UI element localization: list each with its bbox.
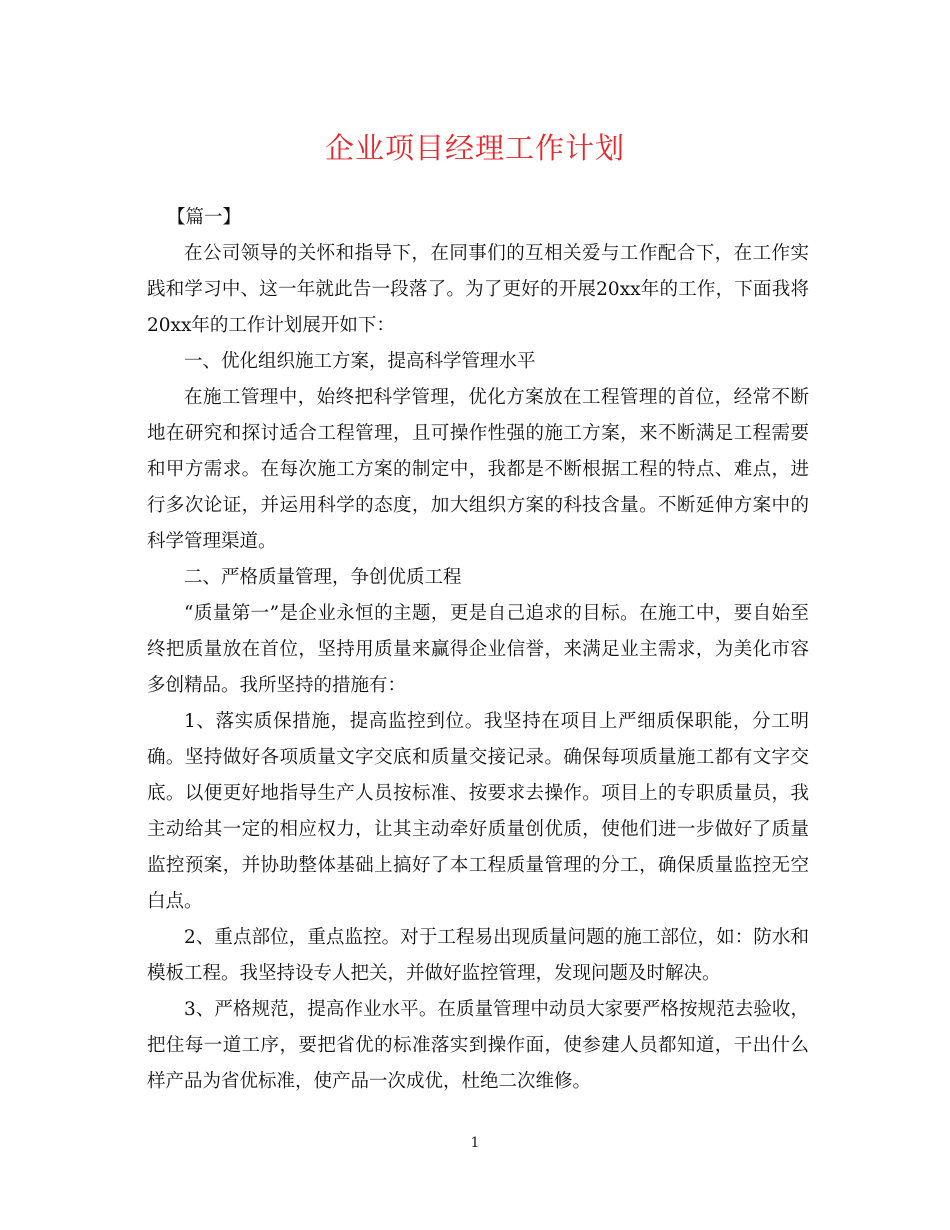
- document-body: [147, 200, 809, 1100]
- paragraph-section-2: “质量第一”是企业永恒的主题，更是自己追求的目标。在施工中，要自始至终把质量放在首位，坚持用质量来赢得企业信誉，来满足业主需求，为美化市容多创精品。我所坚持的措施有：: [147, 603, 809, 696]
- paragraph-measure-3: 3、严格规范，提高作业水平。在质量管理中动员大家要严格按规范去验收，把住每一道工序，要把省优的标准落实到操作面，使参建人员都知道，干出什么样产品为省优标准，使产品一次成优，杜绝二次维修。: [147, 999, 809, 1092]
- heading-section-2: 二、严格质量管理，争创优质工程: [184, 567, 462, 588]
- paragraph-intro: 在公司领导的关怀和指导下，在同事们的互相关爱与工作配合下，在工作实践和学习中、这一年就此告一段落了。为了更好的开展20xx年的工作，下面我将20xx年的工作计划展开如下：: [147, 243, 809, 336]
- paragraph-section-1: 在施工管理中，始终把科学管理，优化方案放在工程管理的首位，经常不断地在研究和探讨适合工程管理，且可操作性强的施工方案，来不断满足工程需要和甲方需求。在每次施工方案的制定中，我都是不断根据工程的特点、难点，进行多次论证，并运用科学的态度，加大组织方案的科技含量。不断延伸方案中的科学管理渠道。: [147, 387, 809, 552]
- section-tag: 【篇一】: [167, 207, 242, 228]
- paragraph-measure-1: 1、落实质保措施，提高监控到位。我坚持在项目上严细质保职能，分工明确。坚持做好各项质量文字交底和质量交接记录。确保每项质量施工都有文字交底。以便更好地指导生产人员按标准、按要求去操作。项目上的专职质量员，我主动给其一定的相应权力，让其主动牵好质量创优质，使他们进一步做好了质量监控预案，并协助整体基础上搞好了本工程质量管理的分工，确保质量监控无空白点。: [147, 711, 809, 912]
- page-number: 1: [470, 1135, 480, 1151]
- paragraph-measure-2: 2、重点部位，重点监控。对于工程易出现质量问题的施工部位，如：防水和模板工程。我坚持设专人把关，并做好监控管理，发现问题及时解决。: [147, 927, 809, 984]
- heading-section-1: 一、优化组织施工方案，提高科学管理水平: [184, 351, 536, 372]
- page-title: 企业项目经理工作计划: [324, 131, 625, 165]
